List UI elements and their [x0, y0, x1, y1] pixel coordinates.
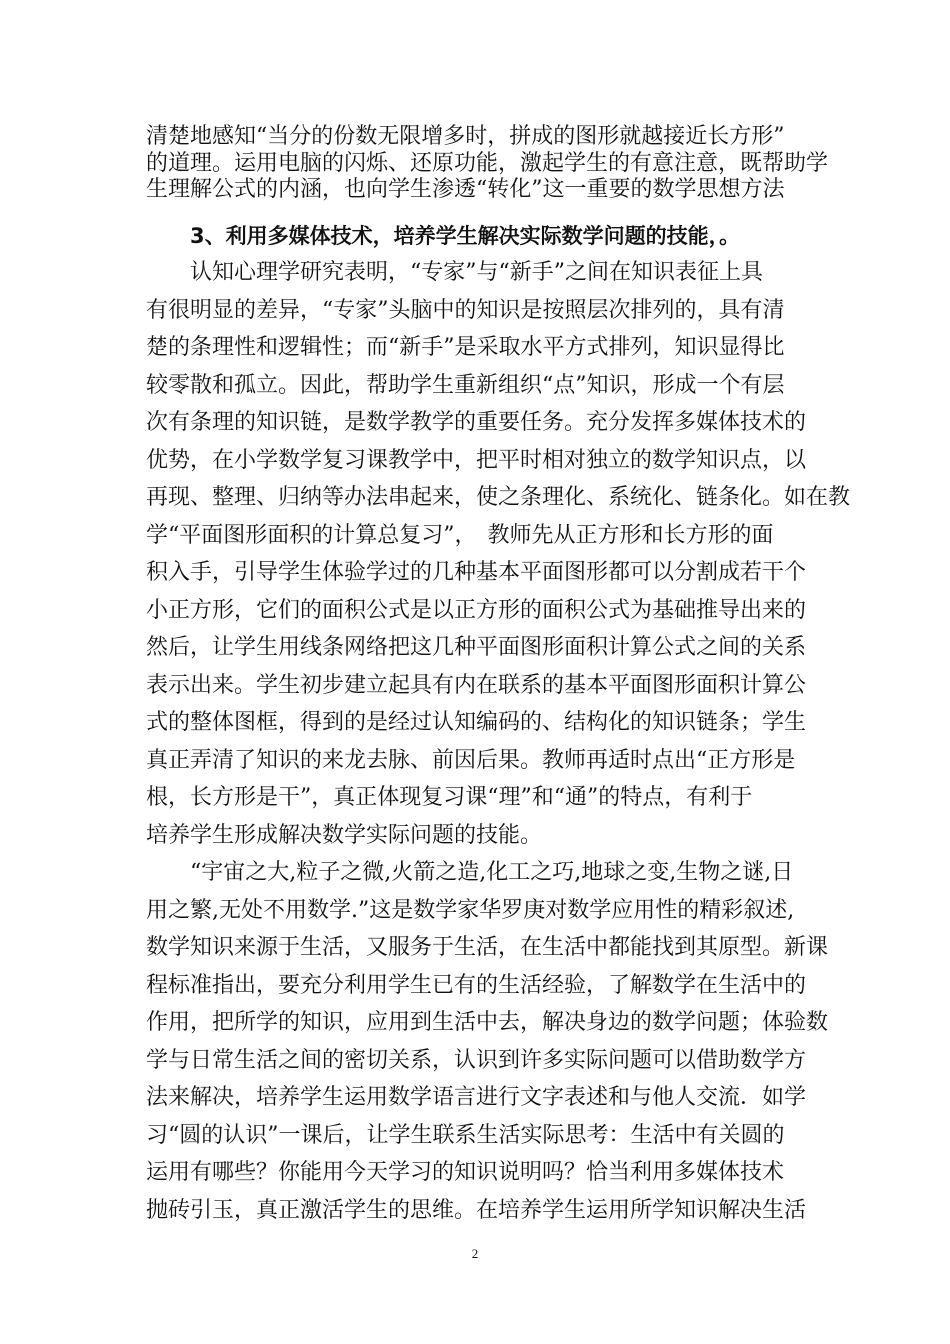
paragraph-1-line: 再现、整理、归纳等办法串起来，使之条理化、系统化、链条化。如在教 — [146, 485, 851, 510]
paragraph-2-line: 数学知识来源于生活，又服务于生活，在生活中都能找到其原型。新课 — [146, 935, 829, 960]
paragraph-1-line: 根，长方形是干”，真正体现复习课“理”和“通”的特点，有利于 — [146, 785, 753, 810]
paragraph-1-line: 认知心理学研究表明，“专家”与“新手”之间在知识表征上具 — [190, 260, 763, 285]
paragraph-1-line: 培养学生形成解决数学实际问题的技能。 — [146, 823, 543, 848]
paragraph-1-line: 小正方形，它们的面积公式是以正方形的面积公式为基础推导出来的 — [146, 598, 807, 623]
paragraph-1-line: 楚的条理性和逻辑性；而“新手”是采取水平方式排列，知识显得比 — [146, 335, 785, 360]
intro-line-2: 的道理。运用电脑的闪烁、还原功能，激起学生的有意注意，既帮助学 — [146, 151, 829, 176]
paragraph-1-line: 真正弄清了知识的来龙去脉、前因后果。教师再适时点出“正方形是 — [146, 748, 796, 773]
paragraph-2-line: 程标准指出，要充分利用学生已有的生活经验，了解数学在生活中的 — [146, 973, 807, 998]
paragraph-1-line: 表示出来。学生初步建立起具有内在联系的基本平面图形面积计算公 — [146, 673, 807, 698]
paragraph-2-line: 习“圆的认识”一课后，让学生联系生活实际思考：生活中有关圆的 — [146, 1123, 785, 1148]
intro-line-1: 清楚地感知“当分的份数无限增多时，拼成的图形就越接近长方形” — [146, 124, 785, 149]
paragraph-2-line: 用之繁,无处不用数学.”这是数学家华罗庚对数学应用性的精彩叙述, — [146, 898, 795, 923]
intro-line-3: 生理解公式的内涵，也向学生渗透“转化”这一重要的数学思想方法 — [146, 177, 785, 202]
paragraph-2-line: 作用，把所学的知识，应用到生活中去，解决身边的数学问题；体验数 — [146, 1010, 829, 1035]
paragraph-2-line: 法来解决，培养学生运用数学语言进行文字表述和与他人交流．如学 — [146, 1085, 807, 1110]
paragraph-2-line: 学与日常生活之间的密切关系，认识到许多实际问题可以借助数学方 — [146, 1048, 807, 1073]
section-heading: 3、利用多媒体技术，培养学生解决实际数学问题的技能，。 — [190, 224, 741, 248]
paragraph-2-line: 抛砖引玉，真正激活学生的思维。在培养学生运用所学知识解决生活 — [146, 1198, 807, 1223]
paragraph-1-line: 学“平面图形面积的计算总复习”， 教师先从正方形和长方形的面 — [146, 523, 774, 548]
paragraph-2-line: “宇宙之大,粒子之微,火箭之造,化工之巧,地球之变,生物之谜,日 — [190, 860, 794, 885]
paragraph-1-line: 较零散和孤立。因此，帮助学生重新组织“点”知识，形成一个有层 — [146, 373, 785, 398]
paragraph-1-line: 然后，让学生用线条网络把这几种平面图形面积计算公式之间的关系 — [146, 635, 807, 660]
page-number: 2 — [471, 1246, 479, 1261]
paragraph-1-line: 积入手，引导学生体验学过的几种基本平面图形都可以分割成若干个 — [146, 560, 807, 585]
paragraph-1-line: 次有条理的知识链，是数学教学的重要任务。充分发挥多媒体技术的 — [146, 410, 807, 435]
paragraph-1-line: 有很明显的差异，“专家”头脑中的知识是按照层次排列的，具有清 — [146, 298, 785, 323]
paragraph-1-line: 式的整体图框，得到的是经过认知编码的、结构化的知识链条；学生 — [146, 710, 807, 735]
paragraph-2-line: 运用有哪些？你能用今天学习的知识说明吗？恰当利用多媒体技术 — [146, 1160, 785, 1185]
paragraph-1-line: 优势，在小学数学复习课教学中，把平时相对独立的数学知识点，以 — [146, 448, 807, 473]
